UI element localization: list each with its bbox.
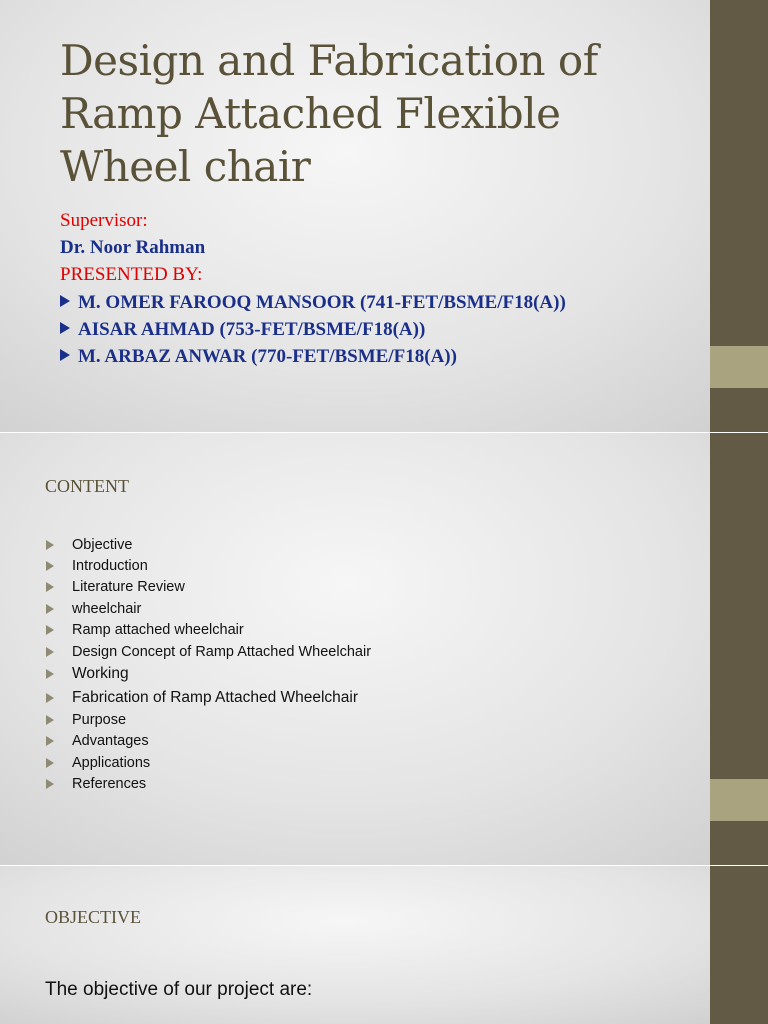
arrow-bullet-icon <box>46 669 54 679</box>
presented-by-label: PRESENTED BY: <box>60 264 203 285</box>
list-item: Design Concept of Ramp Attached Wheelchair <box>46 641 371 662</box>
list-item: Objective <box>46 534 371 555</box>
list-item: wheelchair <box>46 598 371 619</box>
arrow-bullet-icon <box>60 349 70 361</box>
list-item: Ramp attached wheelchair <box>46 620 371 641</box>
sidebar-accent-band <box>710 779 768 821</box>
arrow-bullet-icon <box>46 561 54 571</box>
list-item: Literature Review <box>46 577 371 598</box>
list-item: Fabrication of Ramp Attached Wheelchair <box>46 686 371 710</box>
content-list <box>46 534 371 795</box>
sidebar-accent-band <box>710 346 768 388</box>
title-slide <box>0 0 768 432</box>
presenter-item: AISAR AHMAD (753-FET/BSME/F18(A)) <box>60 319 425 341</box>
objective-slide <box>0 866 768 1024</box>
arrow-bullet-icon <box>46 625 54 635</box>
list-item: Purpose <box>46 709 371 730</box>
objective-heading: OBJECTIVE <box>45 907 141 927</box>
arrow-bullet-icon <box>46 693 54 703</box>
list-item: Working <box>46 662 371 686</box>
supervisor-label: Supervisor: <box>60 210 148 231</box>
arrow-bullet-icon <box>46 715 54 725</box>
supervisor-name: Dr. Noor Rahman <box>60 237 206 258</box>
slide-title: Design and Fabrication of Ramp Attached Flexible Wheel chair <box>60 36 598 191</box>
list-item: Advantages <box>46 731 371 752</box>
content-heading: CONTENT <box>45 476 129 496</box>
sidebar-bar <box>710 0 768 432</box>
arrow-bullet-icon <box>60 295 70 307</box>
arrow-bullet-icon <box>46 647 54 657</box>
arrow-bullet-icon <box>46 540 54 550</box>
sidebar-bar <box>710 866 768 1024</box>
presenter-item: M. ARBAZ ANWAR (770-FET/BSME/F18(A)) <box>60 346 457 368</box>
content-slide <box>0 433 768 865</box>
arrow-bullet-icon <box>46 736 54 746</box>
list-item: Introduction <box>46 555 371 576</box>
arrow-bullet-icon <box>60 322 70 334</box>
sidebar-bar <box>710 433 768 865</box>
arrow-bullet-icon <box>46 604 54 614</box>
arrow-bullet-icon <box>46 758 54 768</box>
presenter-item: M. OMER FAROOQ MANSOOR (741-FET/BSME/F18(A)) <box>60 292 566 314</box>
list-item: Applications <box>46 752 371 773</box>
arrow-bullet-icon <box>46 582 54 592</box>
arrow-bullet-icon <box>46 779 54 789</box>
list-item: References <box>46 774 371 795</box>
objective-intro: The objective of our project are: <box>45 979 313 1000</box>
